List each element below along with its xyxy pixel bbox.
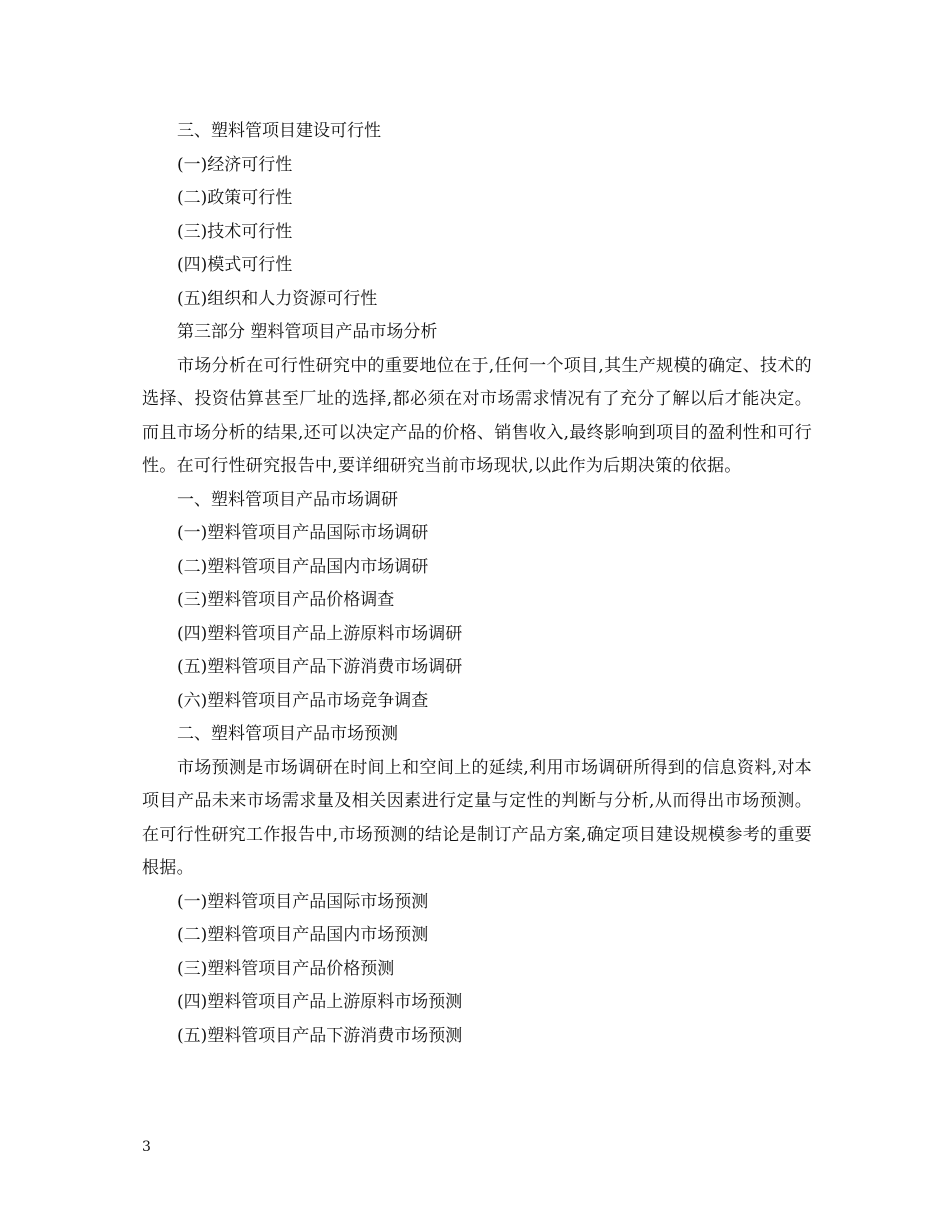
paragraph-market-analysis: 市场分析在可行性研究中的重要地位在于,任何一个项目,其生产规模的确定、技术的选择、投资估算甚至厂址的选择,都必须在对市场需求情况有了充分了解以后才能决定。而且市场分析的结果,还可以决定产品的价格、销售收入,最终影响到项目的盈利性和可行性。在可行性研究报告中,要详细研究当前市场现状,以此作为后期决策的依据。 xyxy=(142,355,812,476)
section-heading-feasibility: 三、塑料管项目建设可行性 xyxy=(177,121,381,141)
list-item: (一)经济可行性 xyxy=(177,154,293,175)
list-item: (二)塑料管项目产品国内市场调研 xyxy=(177,556,429,577)
list-item: (二)政策可行性 xyxy=(177,188,293,208)
list-item: (四)塑料管项目产品上游原料市场调研 xyxy=(177,623,463,644)
list-item: (一)塑料管项目产品国际市场预测 xyxy=(177,891,429,912)
list-item: (三)塑料管项目产品价格调查 xyxy=(177,590,395,610)
list-item: (四)塑料管项目产品上游原料市场预测 xyxy=(177,992,463,1012)
part-heading: 第三部分 塑料管项目产品市场分析 xyxy=(177,322,438,342)
page-number: 3 xyxy=(142,1139,151,1155)
section-heading-market-forecast: 二、塑料管项目产品市场预测 xyxy=(177,724,398,744)
paragraph-market-forecast: 市场预测是市场调研在时间上和空间上的延续,利用市场调研所得到的信息资料,对本项目产品未来市场需求量及相关因素进行定量与定性的判断与分析,从而得出市场预测。在可行性研究工作报告中,市场预测的结论是制订产品方案,确定项目建设规模参考的重要根据。 xyxy=(142,757,812,878)
page-content xyxy=(142,115,812,1053)
section-heading-market-research: 一、塑料管项目产品市场调研 xyxy=(177,489,398,510)
list-item: (六)塑料管项目产品市场竞争调查 xyxy=(177,690,429,711)
list-item: (三)技术可行性 xyxy=(177,221,293,242)
list-item: (五)组织和人力资源可行性 xyxy=(177,288,378,309)
list-item: (二)塑料管项目产品国内市场预测 xyxy=(177,925,429,945)
list-item: (三)塑料管项目产品价格预测 xyxy=(177,958,395,979)
list-item: (四)模式可行性 xyxy=(177,255,293,275)
list-item: (五)塑料管项目产品下游消费市场调研 xyxy=(177,657,463,677)
list-item: (一)塑料管项目产品国际市场调研 xyxy=(177,523,429,543)
list-item: (五)塑料管项目产品下游消费市场预测 xyxy=(177,1025,463,1046)
